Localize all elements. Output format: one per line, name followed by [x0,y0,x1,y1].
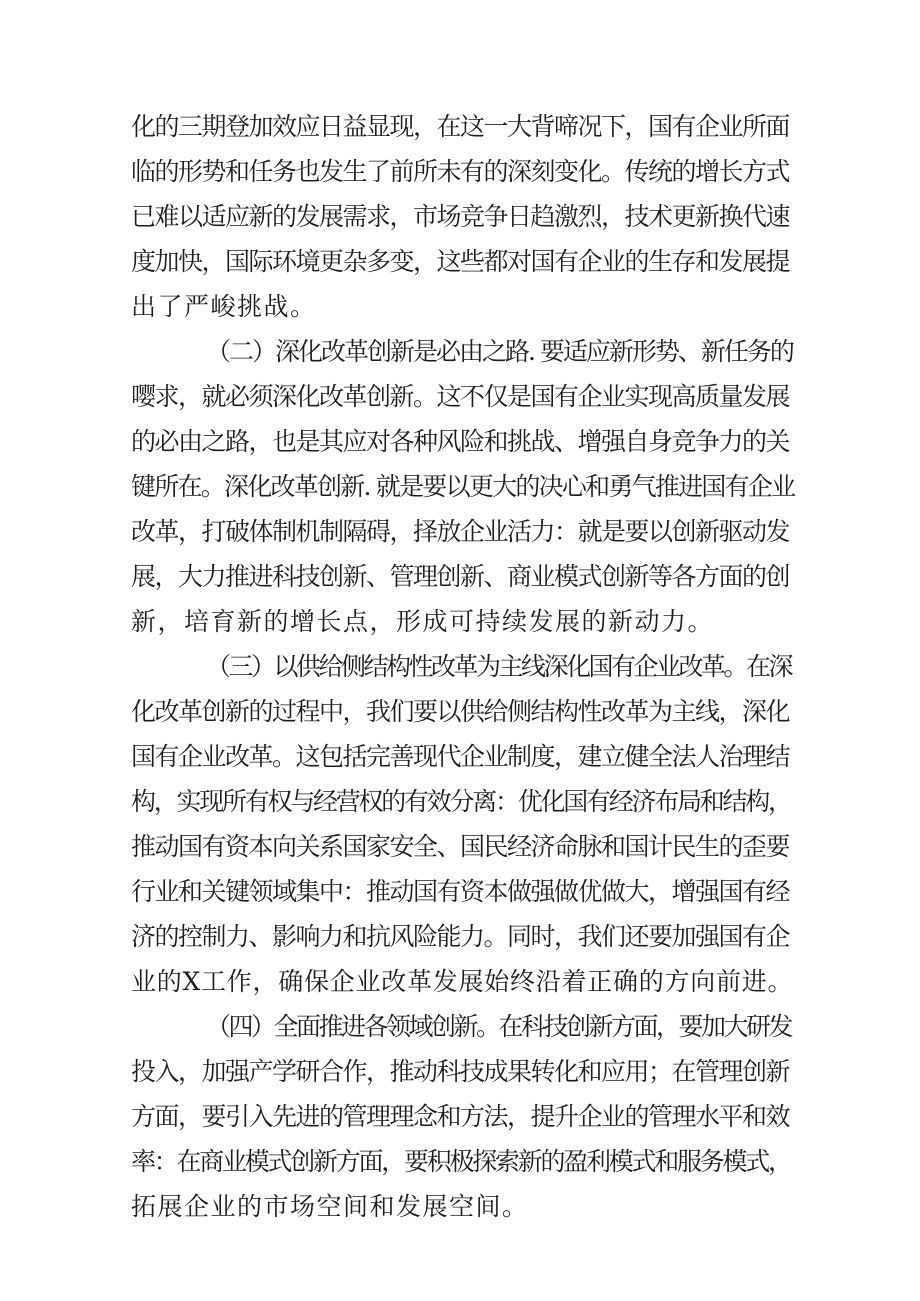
paragraph-1 [131,104,795,329]
text-line: 行业和关键领域集中：推动国有资本做强做优做大，增强国有经 [131,877,790,906]
text-line: 展，大力推进科技创新、管理创新、商业模式创新等各方面的创 [131,562,790,591]
text-line: （二）深化改革创新是必由之路. 要适应新形势、新任务的 [206,337,793,366]
document-body [131,104,795,1229]
text-line: 率：在商业模式创新方面，要积极探索新的盈利模式和服务模式， [131,1147,791,1176]
text-line: 推动国有资本向关系国家安全、国民经济命脉和国计民生的歪要 [131,832,790,861]
text-line: 济的控制力、影响力和抗风险能力。同时，我们还要加强国有企 [131,922,790,951]
text-line: 键所在。深化改革创新. 就是要以更大的决心和勇气推进国有企业 [131,472,795,501]
text-line: 已难以适应新的发展需求，市场竞争日趋激烈，技术更新换代速 [131,202,790,231]
text-line: 化改革创新的过程中，我们要以供给侧结构性改革为主线，深化 [131,697,790,726]
text-line: 拓展企业的市场空间和发展空间。 [131,1192,529,1221]
text-line: 改革，打破体制机制隔碍，择放企业活力：就是要以创新驱动发 [131,517,790,546]
text-line: （四）全面推进各领域创新。在科技创新方面，要加大研发 [206,1012,792,1041]
paragraph-2 [131,329,795,644]
paragraph-3 [131,644,795,1004]
text-line: （三）以供给侧结构性改革为主线深化国有企业改革。在深 [206,652,792,681]
text-line: 的必由之路，也是其应对各种风险和挑战、增强自身竞争力的关 [131,427,790,456]
text-line: 国有企业改革。这包括完善现代企业制度，建立健全法人治理结 [131,742,790,771]
text-line: 度加快，国际环境更杂多变，这些都对国有企业的生存和发展提 [131,247,790,276]
text-line: 出了严峻挑战。 [131,292,317,321]
text-line: 构，实现所有权与经营权的有效分离：优化国有经济布局和结构， [131,787,791,816]
paragraph-4 [131,1004,795,1229]
text-line: 业的X工作，确保企业改革发展始终沿着正确的方向前进。 [131,967,794,996]
text-line: 临的形势和任务也发生了前所未有的深刻变化。传统的增长方式 [131,157,790,186]
text-line: 方面，要引入先进的管理理念和方法，提升企业的管理水平和效 [131,1102,790,1131]
text-line: 化的三期登加效应日益显现，在这一大背啼况下，国有企业所面 [131,112,790,141]
text-line: 新，培育新的增长点，形成可持续发展的新动力。 [131,607,715,636]
text-line: 嘤求，就必须深化改革创新。这不仅是国有企业实现高质量发展 [131,382,790,411]
text-line: 投入，加强产学研合作，推动科技成果转化和应用；在管理创新 [131,1057,790,1086]
